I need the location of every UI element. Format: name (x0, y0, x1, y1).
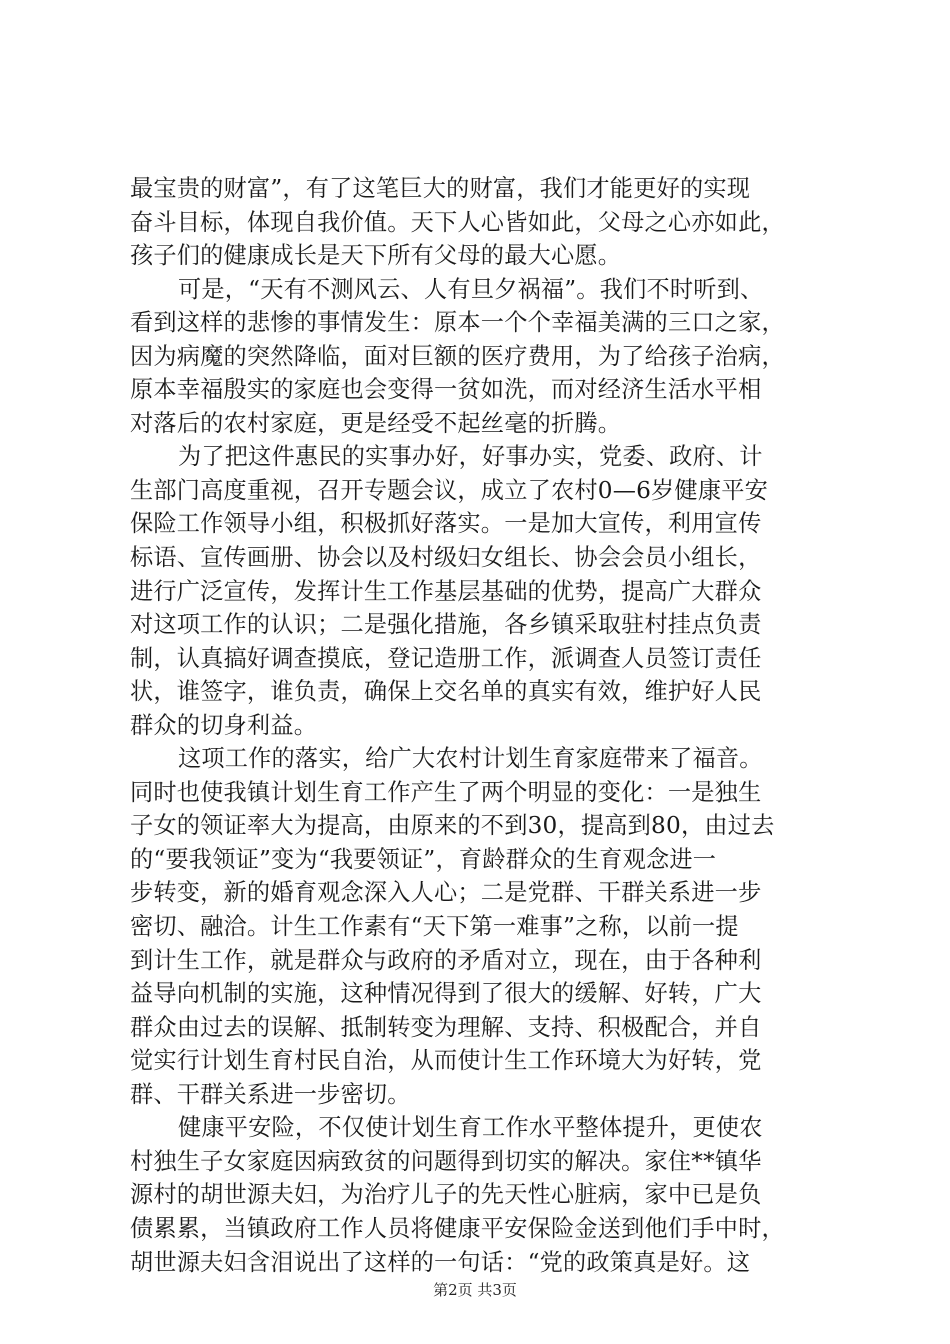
paragraph-first-line: 为了把这件惠民的实事办好，好事办实，党委、政府、计 (178, 443, 763, 471)
text-line: 制，认真搞好调查摸底，登记造册工作，派调查人员签订责任 (130, 644, 762, 672)
text-line: 债累累，当镇政府工作人员将健康平安保险金送到他们手中时， (130, 1214, 785, 1242)
text-line: 群众的切身利益。 (130, 711, 318, 739)
page-footer (0, 1279, 950, 1300)
text-line: 子女的领证率大为提高，由原来的不到30，提高到80，由过去 (130, 812, 775, 840)
text-line: 因为病魔的突然降临，面对巨额的医疗费用，为了给孩子治病， (130, 342, 785, 370)
paragraph-first-line: 这项工作的落实，给广大农村计划生育家庭带来了福音。 (178, 745, 763, 773)
text-line: 对落后的农村家庭，更是经受不起丝毫的折腾。 (130, 409, 622, 437)
document-body (130, 172, 820, 1279)
text-line: 胡世源夫妇含泪说出了这样的一句话：“党的政策真是好。这 (130, 1248, 751, 1276)
text-line: 到计生工作，就是群众与政府的矛盾对立，现在，由于各种利 (130, 946, 762, 974)
text-line: 村独生子女家庭因病致贫的问题得到切实的解决。家住**镇华 (130, 1147, 762, 1175)
text-line: 同时也使我镇计划生育工作产生了两个明显的变化：一是独生 (130, 778, 762, 806)
text-line: 标语、宣传画册、协会以及村级妇女组长、协会会员小组长， (130, 544, 762, 572)
text-line: 对这项工作的认识；二是强化措施，各乡镇采取驻村挂点负责 (130, 611, 762, 639)
text-line: 奋斗目标，体现自我价值。天下人心皆如此，父母之心亦如此， (130, 208, 785, 236)
text-line: 益导向机制的实施，这种情况得到了很大的缓解、好转，广大 (130, 980, 762, 1008)
paragraph-first-line: 可是，“天有不测风云、人有旦夕祸福”。我们不时听到、 (178, 275, 764, 303)
text-line: 进行广泛宣传，发挥计生工作基层基础的优势，提高广大群众 (130, 577, 762, 605)
text-line: 群、干群关系进一步密切。 (130, 1080, 411, 1108)
text-line: 保险工作领导小组，积极抓好落实。一是加大宣传，利用宣传 (130, 510, 762, 538)
text-line: 看到这样的悲惨的事情发生：原本一个个幸福美满的三口之家， (130, 309, 785, 337)
text-line: 原本幸福殷实的家庭也会变得一贫如洗，而对经济生活水平相 (130, 376, 762, 404)
text-line: 的“要我领证”变为“我要领证”，育龄群众的生育观念进一 (130, 845, 717, 873)
text-line: 步转变，新的婚育观念深入人心；二是党群、干群关系进一步 (130, 879, 762, 907)
page-number: 第2页 共3页 (433, 1281, 517, 1299)
text-line: 生部门高度重视，召开专题会议，成立了农村0—6岁健康平安 (130, 476, 768, 504)
text-line: 密切、融洽。计生工作素有“天下第一难事”之称，以前一提 (130, 913, 739, 941)
text-line: 状，谁签字，谁负责，确保上交名单的真实有效，维护好人民 (130, 678, 762, 706)
text-line: 最宝贵的财富”，有了这笔巨大的财富，我们才能更好的实现 (130, 175, 751, 202)
text-line: 孩子们的健康成长是天下所有父母的最大心愿。 (130, 242, 622, 270)
text-line: 觉实行计划生育村民自治，从而使计生工作环境大为好转，党 (130, 1047, 762, 1075)
text-line: 源村的胡世源夫妇，为治疗儿子的先天性心脏病，家中已是负 (130, 1181, 762, 1209)
paragraph-first-line: 健康平安险，不仅使计划生育工作水平整体提升，更使农 (178, 1114, 763, 1142)
text-line: 群众由过去的误解、抵制转变为理解、支持、积极配合，并自 (130, 1013, 762, 1041)
